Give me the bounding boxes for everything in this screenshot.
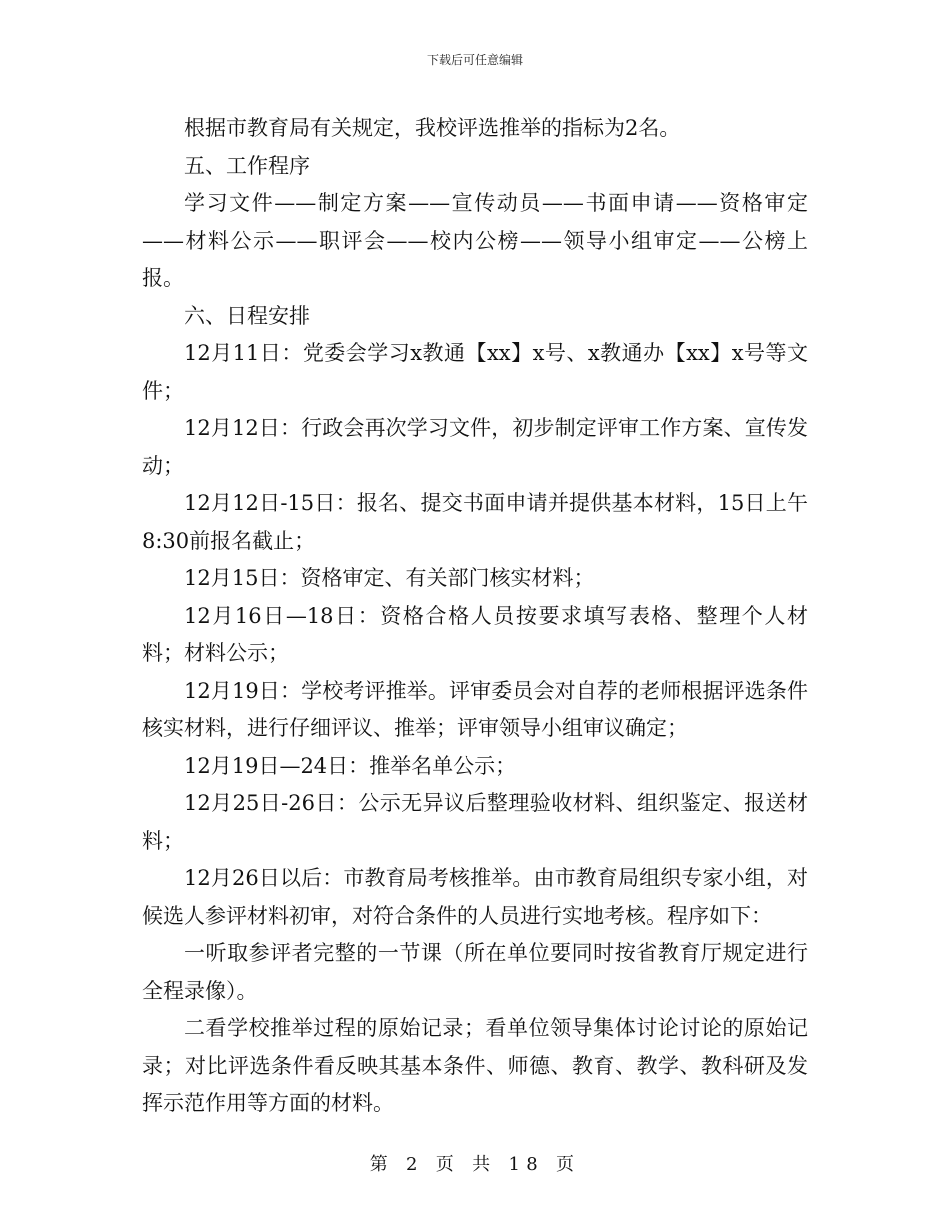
schedule-item: 12月16日—18日：资格合格人员按要求填写表格、整理个人材料；材料公示；: [142, 603, 808, 665]
page-header: 下载后可任意编辑: [426, 53, 523, 67]
schedule-item: 12月12日-15日：报名、提交书面申请并提供基本材料，15日上午8:30前报名截止；: [142, 491, 808, 553]
schedule-item: 12月19日—24日：推举名单公示；: [184, 753, 517, 778]
document-body: [142, 110, 808, 1123]
schedule-item: 12月12日：行政会再次学习文件，初步制定评审工作方案、宣传发动；: [142, 416, 808, 478]
paragraph-procedure-steps: 学习文件——制定方案——宣传动员——书面申请——资格审定——材料公示——职评会——校内公榜——领导小组审定——公榜上报。: [142, 191, 808, 290]
evaluation-step: 二看学校推举过程的原始记录；看单位领导集体讨论讨论的原始记录；对比评选条件看反映其基本条件、师德、教育、教学、教科研及发挥示范作用等方面的材料。: [142, 1016, 808, 1115]
schedule-item: 12月11日：党委会学习x教通【xx】x号、x教通办【xx】x号等文件；: [142, 341, 808, 403]
evaluation-step: 一听取参评者完整的一节课（所在单位要同时按省教育厅规定进行全程录像）。: [142, 941, 808, 1003]
section-heading-schedule: 六、日程安排: [184, 303, 310, 328]
schedule-item: 12月25日-26日：公示无异议后整理验收材料、组织鉴定、报送材料；: [142, 791, 808, 853]
schedule-item: 12月26日以后：市教育局考核推举。由市教育局组织专家小组，对候选人参评材料初审，对符合条件的人员进行实地考核。程序如下：: [142, 866, 808, 928]
paragraph-quota: 根据市教育局有关规定，我校评选推举的指标为2名。: [184, 116, 681, 140]
schedule-item: 12月15日：资格审定、有关部门核实材料；: [184, 566, 595, 590]
schedule-item: 12月19日：学校考评推举。评审委员会对自荐的老师根据评选条件核实材料，进行仔细评议、推举；评审领导小组审议确定；: [142, 678, 808, 740]
page-number: 第 2 页 共 18 页: [369, 1154, 581, 1175]
section-heading-procedure: 五、工作程序: [184, 153, 310, 178]
